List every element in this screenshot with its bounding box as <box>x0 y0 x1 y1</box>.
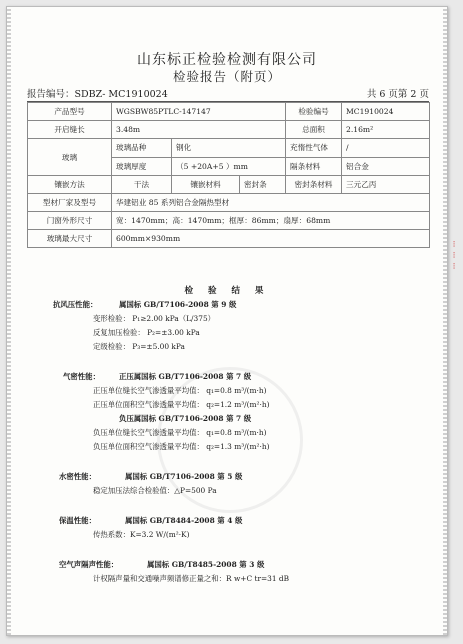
table-row <box>28 212 430 230</box>
seal-material-value: 三元乙丙 <box>342 176 430 194</box>
product-model-label: 产品型号 <box>28 103 112 121</box>
water-label: 水密性能： <box>59 472 96 481</box>
table-row <box>28 176 430 194</box>
glazing-material-value: 密封条 <box>240 176 286 194</box>
report-number: 报告编号：SDBZ- MC1910024 <box>27 89 168 100</box>
air-pos-area: 正压单位面积空气渗透量平均值： q₂=1.2 m³/(m²·h) <box>93 400 270 409</box>
product-model-value: WGSBW85PTLC-147147 <box>112 103 286 121</box>
left-perforation <box>7 7 11 635</box>
profile-label: 型材厂家及型号 <box>28 194 112 212</box>
glazing-method-label: 镶嵌方法 <box>28 176 112 194</box>
report-page <box>6 6 448 636</box>
right-perforation <box>443 7 447 635</box>
thermal-grade: 属国标 GB/T8484-2008 第 4 级 <box>125 516 243 525</box>
results-title: 检 验 结 果 <box>184 286 270 296</box>
wind-safety: 定级检验： P₃=±5.00 kPa <box>93 342 185 351</box>
spacer-value: 铝合金 <box>342 157 430 176</box>
inflation-gas-label: 充惰性气体 <box>286 139 342 158</box>
sound-grade: 属国标 GB/T8485-2008 第 3 级 <box>147 560 265 569</box>
spacer-label: 隔条材料 <box>286 157 342 176</box>
sound-label: 空气声隔声性能： <box>59 560 119 569</box>
glass-type-label: 玻璃品种 <box>112 139 172 158</box>
air-neg-grade: 负压属国标 GB/T7106-2008 第 7 级 <box>119 414 252 423</box>
test-no-label: 检验编号 <box>286 103 342 121</box>
total-area-value: 2.16m² <box>342 121 430 139</box>
table-row <box>28 121 430 139</box>
opening-seam-value: 3.48m <box>112 121 286 139</box>
inflation-gas-value: / <box>342 139 430 158</box>
opening-seam-label: 开启缝长 <box>28 121 112 139</box>
table-row <box>28 139 430 158</box>
glass-label: 玻璃 <box>28 139 112 176</box>
product-info-table <box>27 102 430 248</box>
glass-thickness-value: （5 +20A+5 ）mm <box>172 157 286 176</box>
thermal-label: 保温性能： <box>59 516 96 525</box>
report-ref-line <box>27 86 429 100</box>
glass-thickness-label: 玻璃厚度 <box>112 157 172 176</box>
wind-label: 抗风压性能： <box>53 300 98 309</box>
page-info: 共 6 页第 2 页 <box>366 89 429 100</box>
air-pos-grade: 正压属国标 GB/T7106-2008 第 7 级 <box>119 372 252 381</box>
max-glass-value: 600mm×930mm <box>112 230 430 248</box>
air-pos-seam: 正压单位缝长空气渗透量平均值： q₁=0.8 m³/(m·h) <box>93 386 267 395</box>
table-row <box>28 194 430 212</box>
air-neg-seam: 负压单位缝长空气渗透量平均值： q₁=0.8 m³/(m·h) <box>93 428 267 437</box>
profile-value: 华建铝业 85 系列铝合金隔热型材 <box>112 194 430 212</box>
company-name: 山东标正检验检测有限公司 <box>137 52 317 68</box>
max-glass-label: 玻璃最大尺寸 <box>28 230 112 248</box>
glazing-material-label: 镶嵌材料 <box>172 176 240 194</box>
wind-deform: 变形检验： P₁≥2.00 kPa（L/375） <box>93 314 216 323</box>
thermal-value: 传热系数：K=3.2 W/(m²·K) <box>93 530 190 539</box>
wind-repeat: 反复加压检验： P₂=±3.00 kPa <box>93 328 200 337</box>
glazing-method-value: 干法 <box>112 176 172 194</box>
air-neg-area: 负压单位面积空气渗透量平均值： q₂=1.3 m³/(m²·h) <box>93 442 270 451</box>
sound-value: 计权隔声量和交通噪声频谱修正量之和：R w+C tr=31 dB <box>93 574 290 583</box>
window-size-value: 宽：1470mm；高：1470mm；框厚：86mm；扇厚：68mm <box>112 212 430 230</box>
report-subtitle: 检验报告（附页） <box>172 69 281 84</box>
water-grade: 属国标 GB/T7106-2008 第 5 级 <box>125 472 243 481</box>
total-area-label: 总面积 <box>286 121 342 139</box>
wind-grade: 属国标 GB/T7106-2008 第 9 级 <box>119 300 237 309</box>
table-row <box>28 103 430 121</box>
red-seal-fragment: ⁝ ⁝ ⁝ <box>452 240 456 272</box>
window-size-label: 门窗外形尺寸 <box>28 212 112 230</box>
test-no-value: MC1910024 <box>342 103 430 121</box>
water-value: 稳定加压法综合检验值：△P=500 Pa <box>93 486 217 495</box>
table-row <box>28 230 430 248</box>
seal-material-label: 密封条材料 <box>286 176 342 194</box>
air-label: 气密性能： <box>63 372 100 381</box>
glass-type-value: 钢化 <box>172 139 286 158</box>
